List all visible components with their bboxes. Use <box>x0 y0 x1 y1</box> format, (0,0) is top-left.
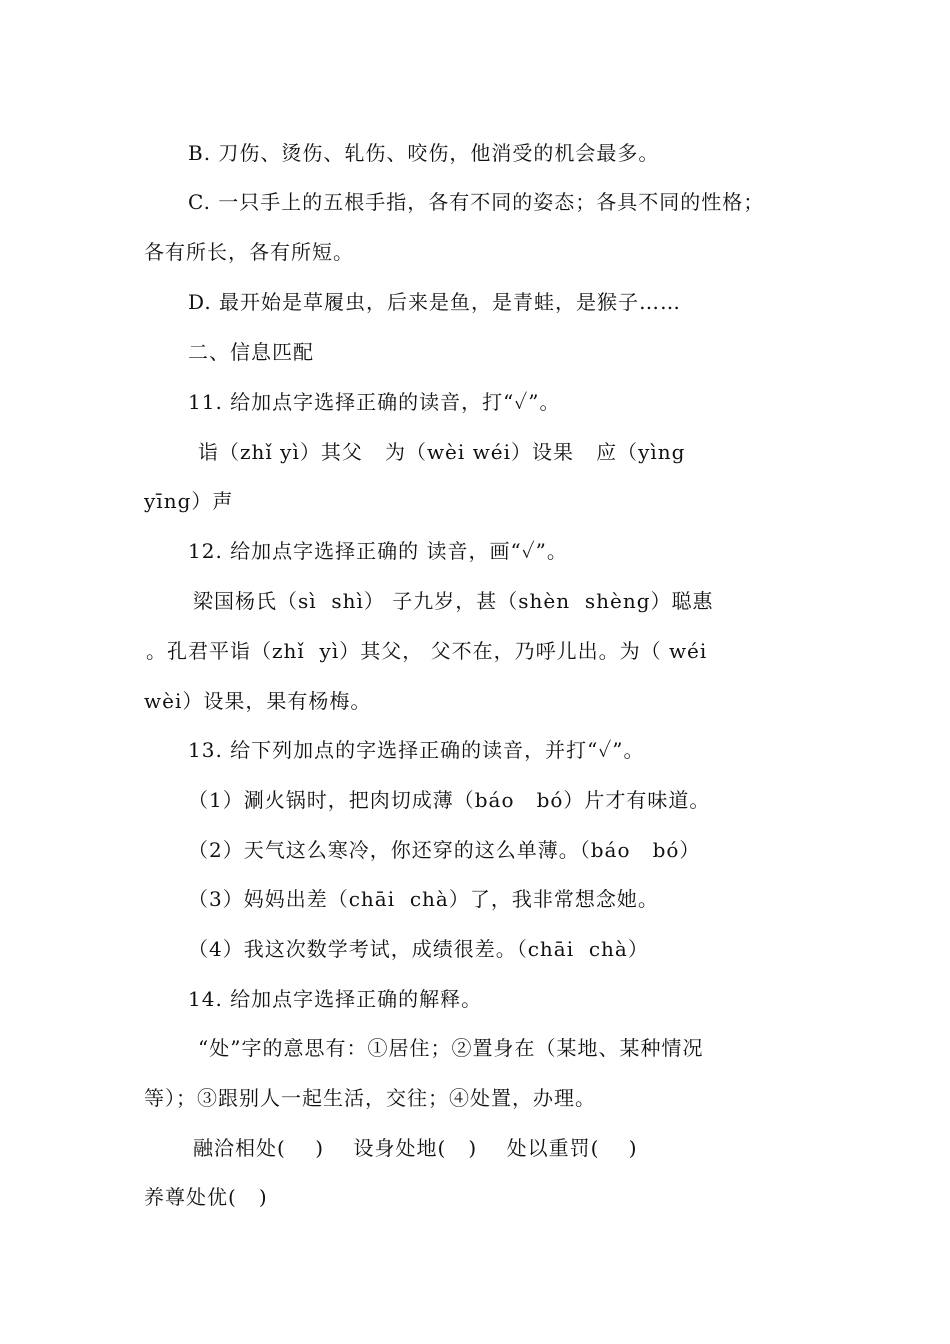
option-b-line: B. 刀伤、烫伤、轧伤、咬伤，他消受的机会最多。 <box>188 141 660 165</box>
question-11-items-continuation: yīng）声 <box>144 489 234 513</box>
option-c-line: C. 一只手上的五根手指，各有不同的姿态；各具不同的性格； <box>188 190 765 214</box>
question-12-passage-2: 。孔君平诣（zhǐ yì）其父， 父不在，乃呼儿出。为（ wéi <box>146 639 708 663</box>
option-d-line: D. 最开始是草履虫，后来是鱼，是青蛙，是猴子…… <box>188 290 682 314</box>
question-12-passage-3: wèi）设果，果有杨梅。 <box>144 689 372 713</box>
question-11: 11. 给加点字选择正确的读音，打“✓”。 <box>188 390 561 414</box>
question-14-definitions-continuation: 等）；③跟别人一起生活，交往；④处置，办理。 <box>144 1086 596 1110</box>
question-14-definitions: “处”字的意思有：①居住；②置身在（某地、某种情况 <box>198 1036 704 1060</box>
option-c-continuation: 各有所长，各有所短。 <box>144 240 354 264</box>
question-12: 12. 给加点字选择正确的 读音，画“✓”。 <box>188 539 568 563</box>
question-13-item-3: （3）妈妈出差（chāi chà）了，我非常想念她。 <box>188 887 659 911</box>
question-11-items: 诣（zhǐ yì）其父 为（wèi wéi）设果 应（yìng <box>198 440 686 464</box>
question-13-item-4: （4）我这次数学考试，成绩很差。（chāi chà） <box>188 937 649 961</box>
question-14-blanks-continuation: 养尊处优( ) <box>144 1185 268 1209</box>
question-12-passage-1: 梁国杨氏（sì shì） 子九岁，甚（shèn shèng）聪惠 <box>193 589 714 613</box>
question-14: 14. 给加点字选择正确的解释。 <box>188 987 483 1011</box>
question-13-item-2: （2）天气这么寒冷，你还穿的这么单薄。（báo bó） <box>188 838 701 862</box>
section-heading: 二、信息匹配 <box>188 340 314 364</box>
question-13-item-1: （1）涮火锅时，把肉切成薄（báo bó）片才有味道。 <box>188 788 711 812</box>
question-13: 13. 给下列加点的字选择正确的读音，并打“✓”。 <box>188 738 645 762</box>
question-14-blanks: 融洽相处( ) 设身处地( ) 处以重罚( ) <box>193 1136 638 1160</box>
